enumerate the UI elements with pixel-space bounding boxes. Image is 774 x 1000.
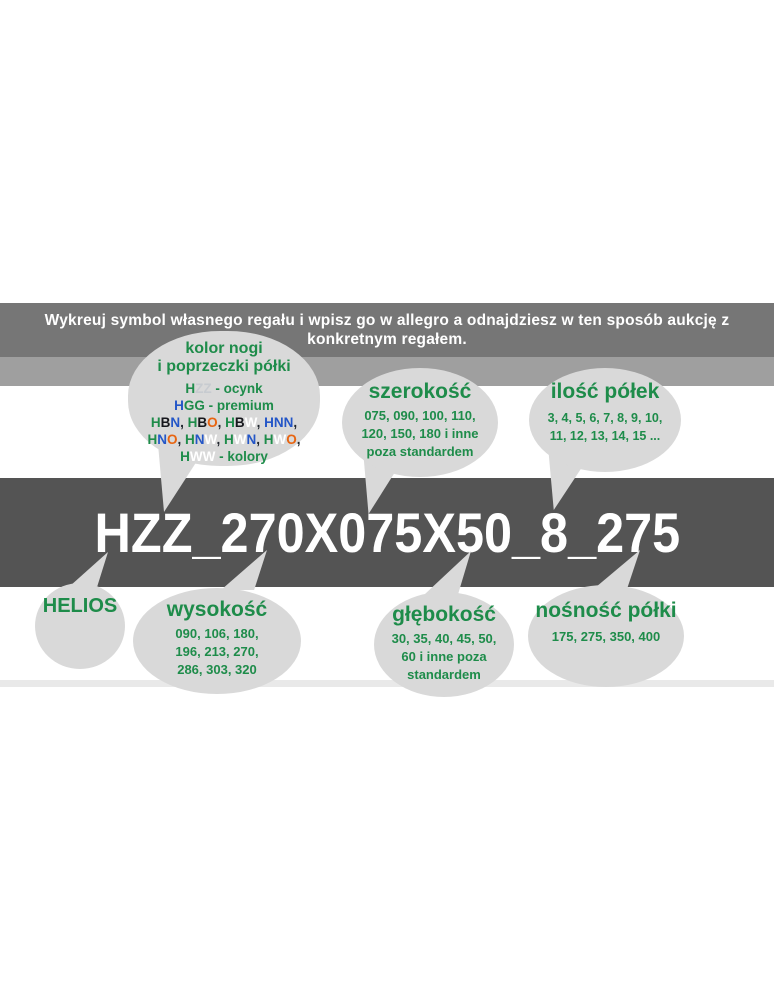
code-letter-segment: O xyxy=(207,415,218,430)
value-line: 090, 106, 180, xyxy=(175,626,259,641)
code-letter-segment: N xyxy=(170,415,181,430)
banner-text-line1: Wykreuj symbol własnego regału i wpisz go w allegro a odnajdziesz w ten sposób aukcję z xyxy=(44,312,730,329)
code-letter-segment: , xyxy=(217,415,226,430)
code-letter-segment: , xyxy=(293,415,298,430)
code-letter-segment: H xyxy=(180,449,190,464)
kolor-bubble xyxy=(128,331,320,466)
code-letter-segment: ZZ xyxy=(195,381,212,396)
top-banner xyxy=(0,303,774,357)
brand-label: HELIOS xyxy=(42,595,118,617)
code-letter-segment: H xyxy=(184,432,195,447)
nosnosc-values xyxy=(552,628,660,646)
code-letter-segment: H xyxy=(174,398,184,413)
code-letter-segment: O xyxy=(286,432,297,447)
value-line: 175, 275, 350, 400 xyxy=(551,629,661,644)
nosnosc-bubble xyxy=(528,585,684,687)
code-letter-segment: B xyxy=(234,415,245,430)
code-letter-segment: H xyxy=(185,381,196,396)
code-letter-segment: - kolory xyxy=(215,449,268,464)
code-letter-segment: B xyxy=(160,415,171,430)
code-letter-segment: , xyxy=(180,415,188,430)
code-letter-segment: , xyxy=(256,432,264,447)
code-letter-segment: H xyxy=(264,415,274,430)
glebokosc-bubble xyxy=(374,592,514,697)
value-line xyxy=(147,448,300,465)
code-letter-segment: W xyxy=(244,415,257,430)
glebokosc-values xyxy=(392,630,497,684)
code-letter-segment: H xyxy=(187,415,198,430)
value-line: 075, 090, 100, 110, xyxy=(364,408,476,423)
symbol-band xyxy=(0,478,774,587)
code-letter-segment: B xyxy=(197,415,208,430)
ilosc-bubble xyxy=(529,368,681,472)
nosnosc-bubble-title: nośność półki xyxy=(535,599,677,622)
code-letter-segment: , xyxy=(177,432,185,447)
value-line: 30, 35, 40, 45, 50, xyxy=(391,631,497,646)
ilosc-values xyxy=(548,409,663,445)
wysokosc-values xyxy=(175,625,258,679)
code-letter-segment: H xyxy=(263,432,274,447)
code-letter-segment: , xyxy=(256,415,265,430)
code-letter-segment: - ocynk xyxy=(211,381,263,396)
code-letter-segment: W xyxy=(204,432,217,447)
product-symbol: HZZ_270X075X50_8_275 xyxy=(94,501,680,564)
szerokosc-bubble-title: szerokość xyxy=(368,380,472,403)
wysokosc-bubble xyxy=(133,588,301,694)
code-letter-segment: , xyxy=(296,432,301,447)
value-line xyxy=(147,431,300,448)
szerokosc-bubble xyxy=(342,368,498,477)
code-letter-segment: H xyxy=(150,415,161,430)
value-line: 11, 12, 13, 14, 15 ... xyxy=(549,429,661,443)
banner-text-line2: konkretnym regałem. xyxy=(307,331,467,348)
value-line: poza standardem xyxy=(366,444,474,459)
code-letter-segment: N xyxy=(157,432,167,447)
code-letter-segment: NN xyxy=(273,415,294,430)
code-letter-segment: N xyxy=(194,432,205,447)
helios-bubble xyxy=(35,583,125,669)
code-letter-segment: H xyxy=(224,432,234,447)
code-letter-segment: GG xyxy=(183,398,205,413)
value-line xyxy=(147,397,300,414)
value-line: 3, 4, 5, 6, 7, 8, 9, 10, xyxy=(547,411,663,425)
szerokosc-values xyxy=(361,407,478,461)
value-line: 286, 303, 320 xyxy=(177,662,257,677)
code-letter-segment: WW xyxy=(189,449,216,464)
code-letter-segment: - premium xyxy=(204,398,274,413)
code-letter-segment: H xyxy=(225,415,235,430)
code-letter-segment: W xyxy=(233,432,247,447)
wysokosc-bubble-title: wysokość xyxy=(166,598,268,621)
value-line xyxy=(147,414,300,431)
bottom-faint-stripe xyxy=(0,680,774,687)
value-line: standardem xyxy=(407,667,481,682)
code-letter-segment: H xyxy=(147,432,158,447)
code-letter-segment: W xyxy=(273,432,287,447)
glebokosc-bubble-title: głębokość xyxy=(392,603,496,626)
code-letter-segment: , xyxy=(216,432,224,447)
code-letter-segment: O xyxy=(166,432,178,447)
kolor-bubble-title-line1: kolor nogi xyxy=(185,340,263,357)
value-line: 60 i inne poza xyxy=(401,649,487,664)
kolor-bubble-title-line2: i poprzeczki półki xyxy=(157,358,291,375)
value-line: 196, 213, 270, xyxy=(175,644,259,659)
code-letter-segment: N xyxy=(246,432,257,447)
value-line: 120, 150, 180 i inne xyxy=(361,426,479,441)
ilosc-bubble-title: ilość półek xyxy=(550,380,660,403)
kolor-code-lines xyxy=(147,380,300,465)
value-line xyxy=(147,380,300,397)
